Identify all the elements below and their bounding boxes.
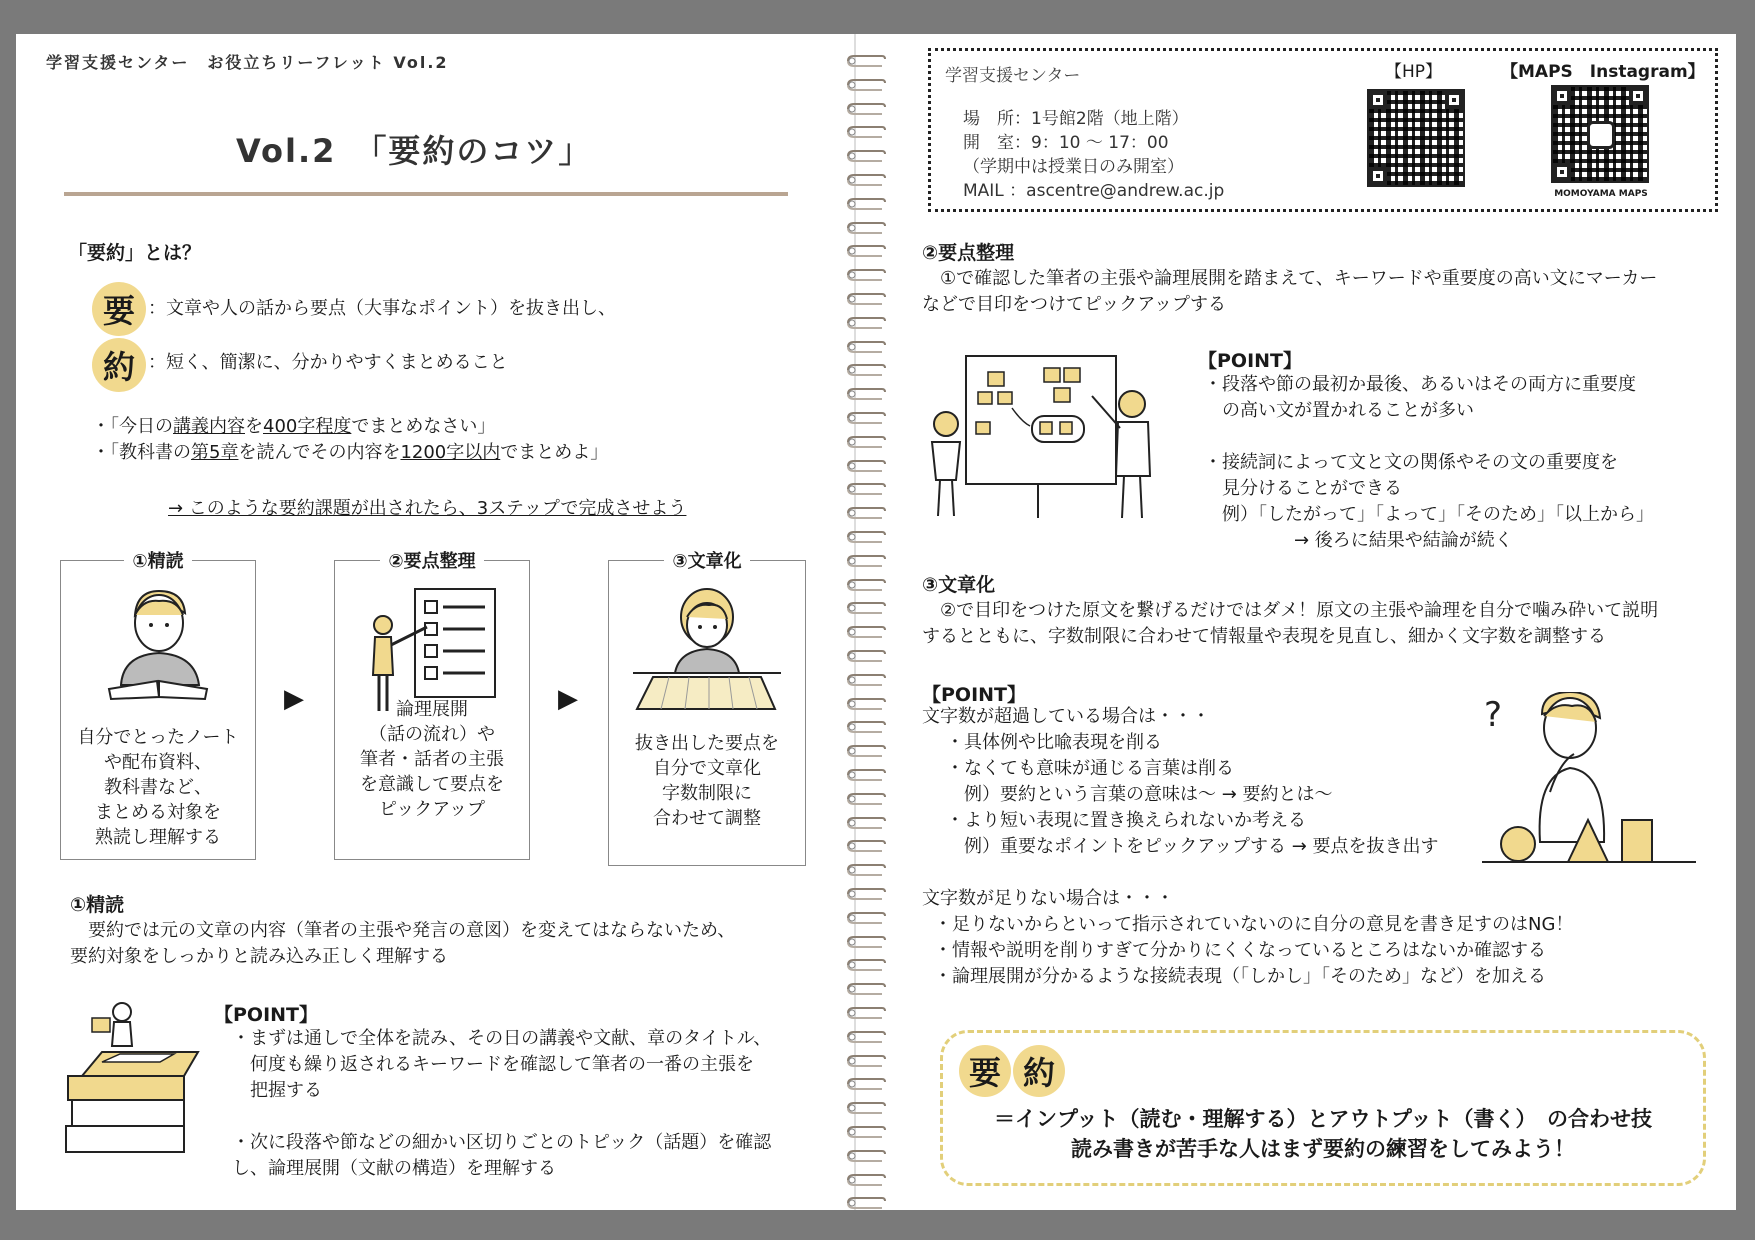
binding-ring: [846, 1028, 886, 1040]
youten-b2b: 見分けることができる: [1204, 478, 1402, 499]
binding-ring: [846, 1004, 886, 1016]
youten-b1b: の高い文が置かれることが多い: [1204, 400, 1474, 421]
hp-qr-code[interactable]: [1367, 89, 1465, 187]
binding-ring: [846, 504, 886, 516]
seidoku-b1c: 把握する: [232, 1080, 322, 1101]
under-1: ・足りないからといって指示されていないのに自分の意見を書き足すのはNG！: [934, 914, 1574, 935]
binding-ring: [846, 1075, 886, 1087]
over-3-example: 例）重要なポイントをピックアップする → 要点を抜き出す: [946, 836, 1439, 857]
ex2-pre: ・「教科書の: [92, 442, 191, 463]
what-line-2: ：短く、簡潔に、分かりやすくまとめること: [148, 352, 508, 373]
binding-ring: [846, 76, 886, 88]
binding-ring: [846, 837, 886, 849]
binding-ring: [846, 52, 886, 64]
binding-ring: [846, 909, 886, 921]
binding-ring: [846, 1052, 886, 1064]
binding-ring: [846, 409, 886, 421]
binding-ring: [846, 219, 886, 231]
ex1-mid: を: [245, 416, 263, 437]
binding-ring: [846, 171, 886, 183]
qr-finder: [1369, 91, 1387, 109]
under-3: ・論理展開が分かるような接続表現（「しかし」「そのため」など）を加える: [934, 966, 1546, 987]
writing-person-icon: [629, 581, 785, 711]
binding-ring: [846, 100, 886, 112]
step-2-box: [334, 551, 530, 860]
maps-label: 【MAPS Instagram】: [1501, 62, 1705, 82]
step-2-l3: 筆者・話者の主張: [360, 749, 504, 770]
qr-finder: [1553, 163, 1571, 181]
step-2-label: ②要点整理: [380, 551, 483, 572]
instagram-icon: [1587, 121, 1615, 149]
seidoku-p2: 要約対象をしっかりと読み込み正しく理解する: [70, 946, 448, 967]
ex2-ul2: 1200字以内: [400, 442, 501, 463]
binding-ring: [846, 1099, 886, 1111]
binding-ring: [846, 1171, 886, 1183]
binding-ring: [846, 242, 886, 254]
binding-ring: [846, 266, 886, 278]
binding-ring: [846, 338, 886, 350]
page-title: Vol.2 「要約のコツ」: [236, 132, 593, 170]
maps-qr-code[interactable]: [1551, 85, 1649, 183]
info-details: [963, 107, 1224, 203]
step-1-text: [61, 725, 255, 850]
youten-b1a: ・段落や節の最初か最後、あるいはその両方に重要度: [1204, 374, 1636, 395]
seidoku-b2a: ・次に段落や節などの細かい区切りごとのトピック（話題）を確認: [232, 1132, 772, 1153]
binding-ring: [846, 599, 886, 611]
info-center: 学習支援センター: [945, 66, 1081, 86]
step-1-box: [60, 551, 256, 860]
bunsho-point: 【POINT】: [922, 684, 1027, 706]
over-2-example: 例）要約という言葉の意味は～ → 要約とは～: [946, 784, 1333, 805]
binding-ring: [846, 933, 886, 945]
info-mail[interactable]: MAIL ：ascentre@andrew.ac.jp: [963, 181, 1225, 201]
seidoku-b1a: ・まずは通しで全体を読み、その日の講義や文献、章のタイトル、: [232, 1028, 772, 1049]
binding-ring: [846, 790, 886, 802]
step-2-text: [335, 697, 529, 822]
binding-ring: [846, 195, 886, 207]
youten-p1: ①で確認した筆者の主張や論理展開を踏まえて、キーワードや重要度の高い文にマーカー: [922, 268, 1658, 289]
binding-ring: [846, 576, 886, 588]
ex2-ul1: 第5章: [191, 442, 239, 463]
binding-ring: [846, 1194, 886, 1206]
info-note: （学期中は授業日のみ開室）: [963, 157, 1184, 177]
ex1-ul2: 400字程度: [263, 416, 352, 437]
binding-ring: [846, 885, 886, 897]
svg-text:?: ?: [1484, 695, 1503, 735]
book-stack-icon: [62, 996, 202, 1166]
qr-finder: [1629, 87, 1647, 105]
checklist-person-icon: [365, 585, 501, 715]
ex2-mid: を読んでその内容を: [238, 442, 401, 463]
summary-box: [940, 1030, 1706, 1186]
binding-ring: [846, 861, 886, 873]
youten-b2d: → 後ろに結果や結論が続く: [1204, 530, 1513, 551]
ex1-ul1: 講義内容: [173, 416, 245, 437]
step-3-label: ③文章化: [664, 551, 749, 572]
binding-ring: [846, 1123, 886, 1135]
step-2-l5: ピックアップ: [378, 799, 486, 820]
reading-person-icon: [107, 585, 211, 701]
over-3: ・より短い表現に置き換えられないか考える: [946, 810, 1306, 831]
youten-b2c: 例）「したがって」「よって」「そのため」「以上から」: [1204, 504, 1654, 525]
step-1-l2: や配布資料、: [104, 752, 212, 773]
binding-ring: [846, 671, 886, 683]
binding-ring: [846, 766, 886, 778]
binding-ring: [846, 528, 886, 540]
step-2-l1: 論理展開: [396, 699, 468, 720]
binding-ring: [846, 361, 886, 373]
binding-ring: [846, 980, 886, 992]
title-underline: [64, 192, 788, 196]
binding-ring: [846, 814, 886, 826]
step-arrow-2: ▶: [558, 684, 578, 714]
step-arrow-1: ▶: [284, 684, 304, 714]
binding-ring: [846, 552, 886, 564]
step-1-l4: まとめる対象を: [95, 802, 221, 823]
youten-point: 【POINT】: [1198, 350, 1303, 372]
bunsho-heading: ③文章化: [922, 574, 996, 596]
step-1-l5: 熟読し理解する: [95, 827, 221, 848]
binding-ring: [846, 314, 886, 326]
header: 学習支援センター お役立ちリーフレット Vol.2: [46, 53, 449, 72]
youten-p2: などで目印をつけてピックアップする: [922, 294, 1227, 315]
over-heading: 文字数が超過している場合は・・・: [922, 706, 1210, 727]
lead-line: → このような要約課題が出されたら、3ステップで完成させよう: [168, 498, 687, 519]
seidoku-heading: ①精読: [70, 894, 125, 916]
summary-line-1: ＝インプット（読む・理解する）とアウトプット（書く） の合わせ技: [994, 1107, 1652, 1131]
bunsho-p2: するとともに、字数制限に合わせて情報量や表現を見直し、細かく文字数を調整する: [922, 626, 1606, 647]
step-1-label: ①精読: [124, 551, 191, 572]
binding-ring: [846, 147, 886, 159]
summary-yo-circle: 要: [959, 1045, 1011, 1097]
ex1-pre: ・「今日の: [92, 416, 173, 437]
qr-finder: [1553, 87, 1571, 105]
info-place: 場 所：1号館2階（地上階）: [963, 109, 1189, 129]
step-3-l4: 合わせて調整: [653, 808, 761, 829]
summary-yaku-circle: 約: [1013, 1045, 1065, 1097]
binding-ring: [846, 623, 886, 635]
step-2-l4: を意識して要点を: [360, 774, 504, 795]
seidoku-point: 【POINT】: [214, 1004, 319, 1026]
youten-b2a: ・接続詞によって文と文の関係やその文の重要度を: [1204, 452, 1618, 473]
under-list: [934, 912, 1573, 990]
thinking-person-icon: [1480, 692, 1700, 868]
binding-ring: [846, 956, 886, 968]
step-3-text: [609, 731, 805, 831]
binding-ring: [846, 123, 886, 135]
binding-ring: [846, 433, 886, 445]
youten-bullets: [1204, 372, 1654, 554]
info-open: 開 室：9：10 ～ 17：00: [963, 133, 1169, 153]
ex1-post: でまとめなさい」: [351, 416, 496, 437]
binding-ring: [846, 695, 886, 707]
seidoku-b1b: 何度も繰り返されるキーワードを確認して筆者の一番の主張を: [232, 1054, 754, 1075]
seidoku-p1: 要約では元の文章の内容（筆者の主張や発言の意図）を変えてはならないため、: [70, 920, 736, 941]
under-heading: 文字数が足りない場合は・・・: [922, 888, 1174, 909]
qr-finder: [1445, 91, 1463, 109]
over-list: [946, 730, 1439, 860]
leaflet-page: [16, 34, 1736, 1210]
yaku-circle: 約: [92, 338, 146, 392]
hp-label: 【HP】: [1385, 62, 1443, 82]
step-3-l3: 字数制限に: [662, 783, 752, 804]
example-2: [92, 440, 608, 466]
step-1-l1: 自分でとったノート: [77, 727, 239, 748]
whiteboard-people-icon: [926, 352, 1166, 522]
step-3-l2: 自分で文章化: [653, 758, 761, 779]
summary-line-2: 読み書きが苦手な人はまず要約の練習をしてみよう！: [1071, 1137, 1575, 1161]
binding-ring: [846, 742, 886, 754]
step-1-l3: 教科書など、: [104, 777, 212, 798]
seidoku-b2b: し、論理展開（文献の構造）を理解する: [232, 1158, 556, 1179]
example-1: [92, 414, 495, 440]
binding-ring: [846, 480, 886, 492]
info-box: [928, 48, 1718, 212]
binding-ring: [846, 1147, 886, 1159]
what-heading: 「要約」とは？: [68, 242, 202, 264]
yo-circle: 要: [92, 282, 146, 336]
step-3-box: [608, 551, 806, 866]
over-1: ・具体例や比喩表現を削る: [946, 732, 1162, 753]
binding-ring: [846, 290, 886, 302]
under-2: ・情報や説明を削りすぎて分かりにくくなっているところはないか確認する: [934, 940, 1546, 961]
step-2-l2: （話の流れ）や: [369, 724, 495, 745]
bunsho-p1: ②で目印をつけた原文を繋げるだけではダメ！原文の主張や論理を自分で噛み砕いて説明: [922, 600, 1659, 621]
youten-heading: ②要点整理: [922, 242, 1015, 264]
seidoku-bullets: [232, 1026, 771, 1182]
binding-ring: [846, 457, 886, 469]
over-2: ・なくても意味が通じる言葉は削る: [946, 758, 1234, 779]
binding-ring: [846, 718, 886, 730]
ex2-post: でまとめよ」: [500, 442, 609, 463]
binding-ring: [846, 647, 886, 659]
maps-caption: MOMOYAMA MAPS: [1554, 189, 1648, 199]
step-3-l1: 抜き出した要点を: [635, 733, 779, 754]
binding-ring: [846, 385, 886, 397]
what-line-1: ：文章や人の話から要点（大事なポイント）を抜き出し、: [148, 298, 616, 319]
qr-finder: [1369, 167, 1387, 185]
